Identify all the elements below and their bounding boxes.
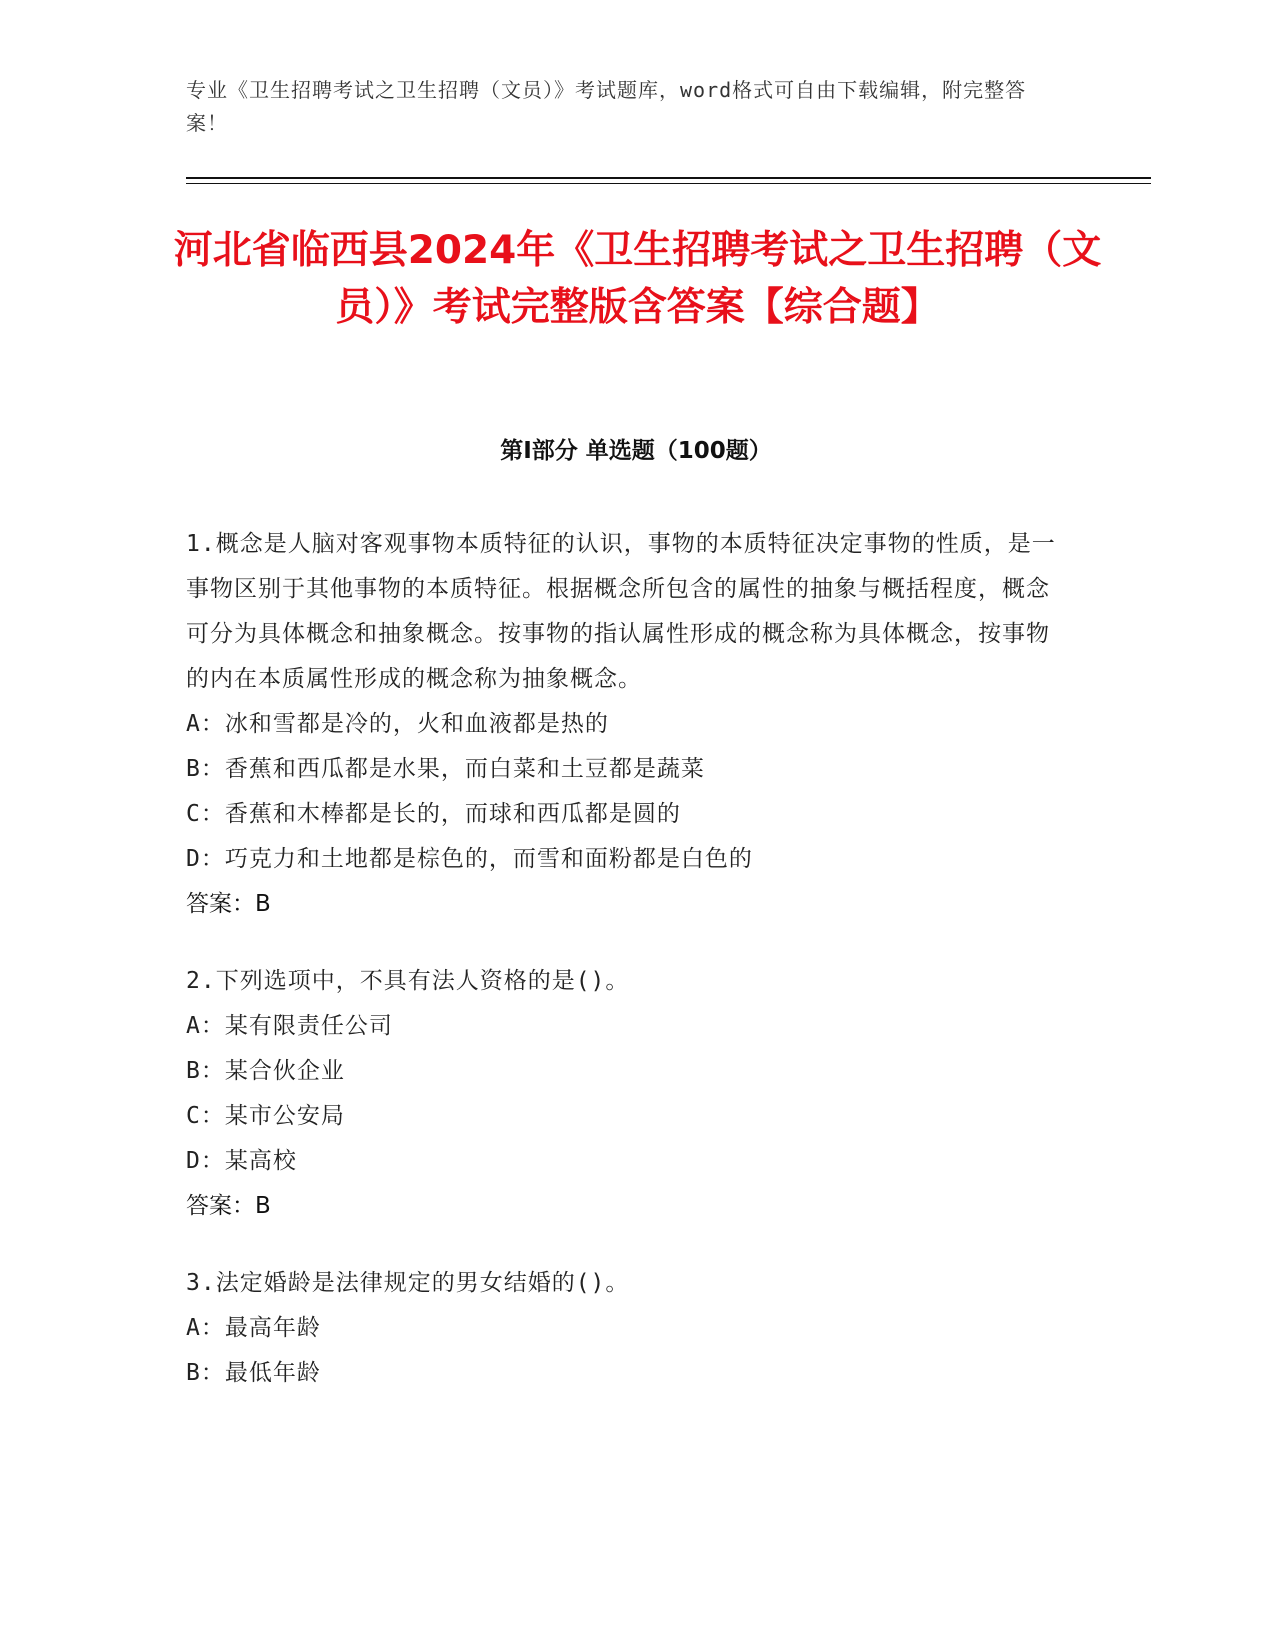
question-stem: 1.概念是人脑对客观事物本质特征的认识，事物的本质特征决定事物的性质，是一事物区别于其他事物的本质特征。根据概念所包含的属性的抽象与概括程度，概念可分为具体概念和抽象概念。按事物的指认属性形成的概念称为具体概念，按事物的内在本质属性形成的概念称为抽象概念。 [186,531,1056,692]
question-3 [186,1261,1066,1396]
option-c: C：某市公安局 [186,1103,345,1129]
option-a: A：最高年龄 [186,1315,321,1341]
option-c: C：香蕉和木棒都是长的，而球和西瓜都是圆的 [186,801,681,827]
option-a: A：冰和雪都是冷的，火和血液都是热的 [186,711,609,737]
header-divider-thin [186,183,1151,184]
answer: 答案：B [186,1193,271,1219]
option-d: D：某高校 [186,1148,297,1174]
section-heading: 第I部分 单选题（100题） [500,438,772,464]
answer: 答案：B [186,891,271,917]
option-a: A：某有限责任公司 [186,1013,393,1039]
option-d: D：巧克力和土地都是棕色的，而雪和面粉都是白色的 [186,846,753,872]
question-1 [186,522,1066,927]
question-stem: 2.下列选项中，不具有法人资格的是()。 [186,968,630,994]
header-divider-thick [186,177,1151,179]
option-b: B：最低年龄 [186,1360,321,1386]
document-title: 河北省临西县2024年《卫生招聘考试之卫生招聘（文员）》考试完整版含答案【综合题】 [173,228,1102,330]
header-note: 专业《卫生招聘考试之卫生招聘（文员）》考试题库，word格式可自由下载编辑，附完整答案！ [186,78,1027,135]
question-list [186,522,1066,1428]
option-b: B：某合伙企业 [186,1058,345,1084]
option-b: B：香蕉和西瓜都是水果，而白菜和土豆都是蔬菜 [186,756,705,782]
question-2 [186,959,1066,1229]
question-stem: 3.法定婚龄是法律规定的男女结婚的()。 [186,1270,630,1296]
